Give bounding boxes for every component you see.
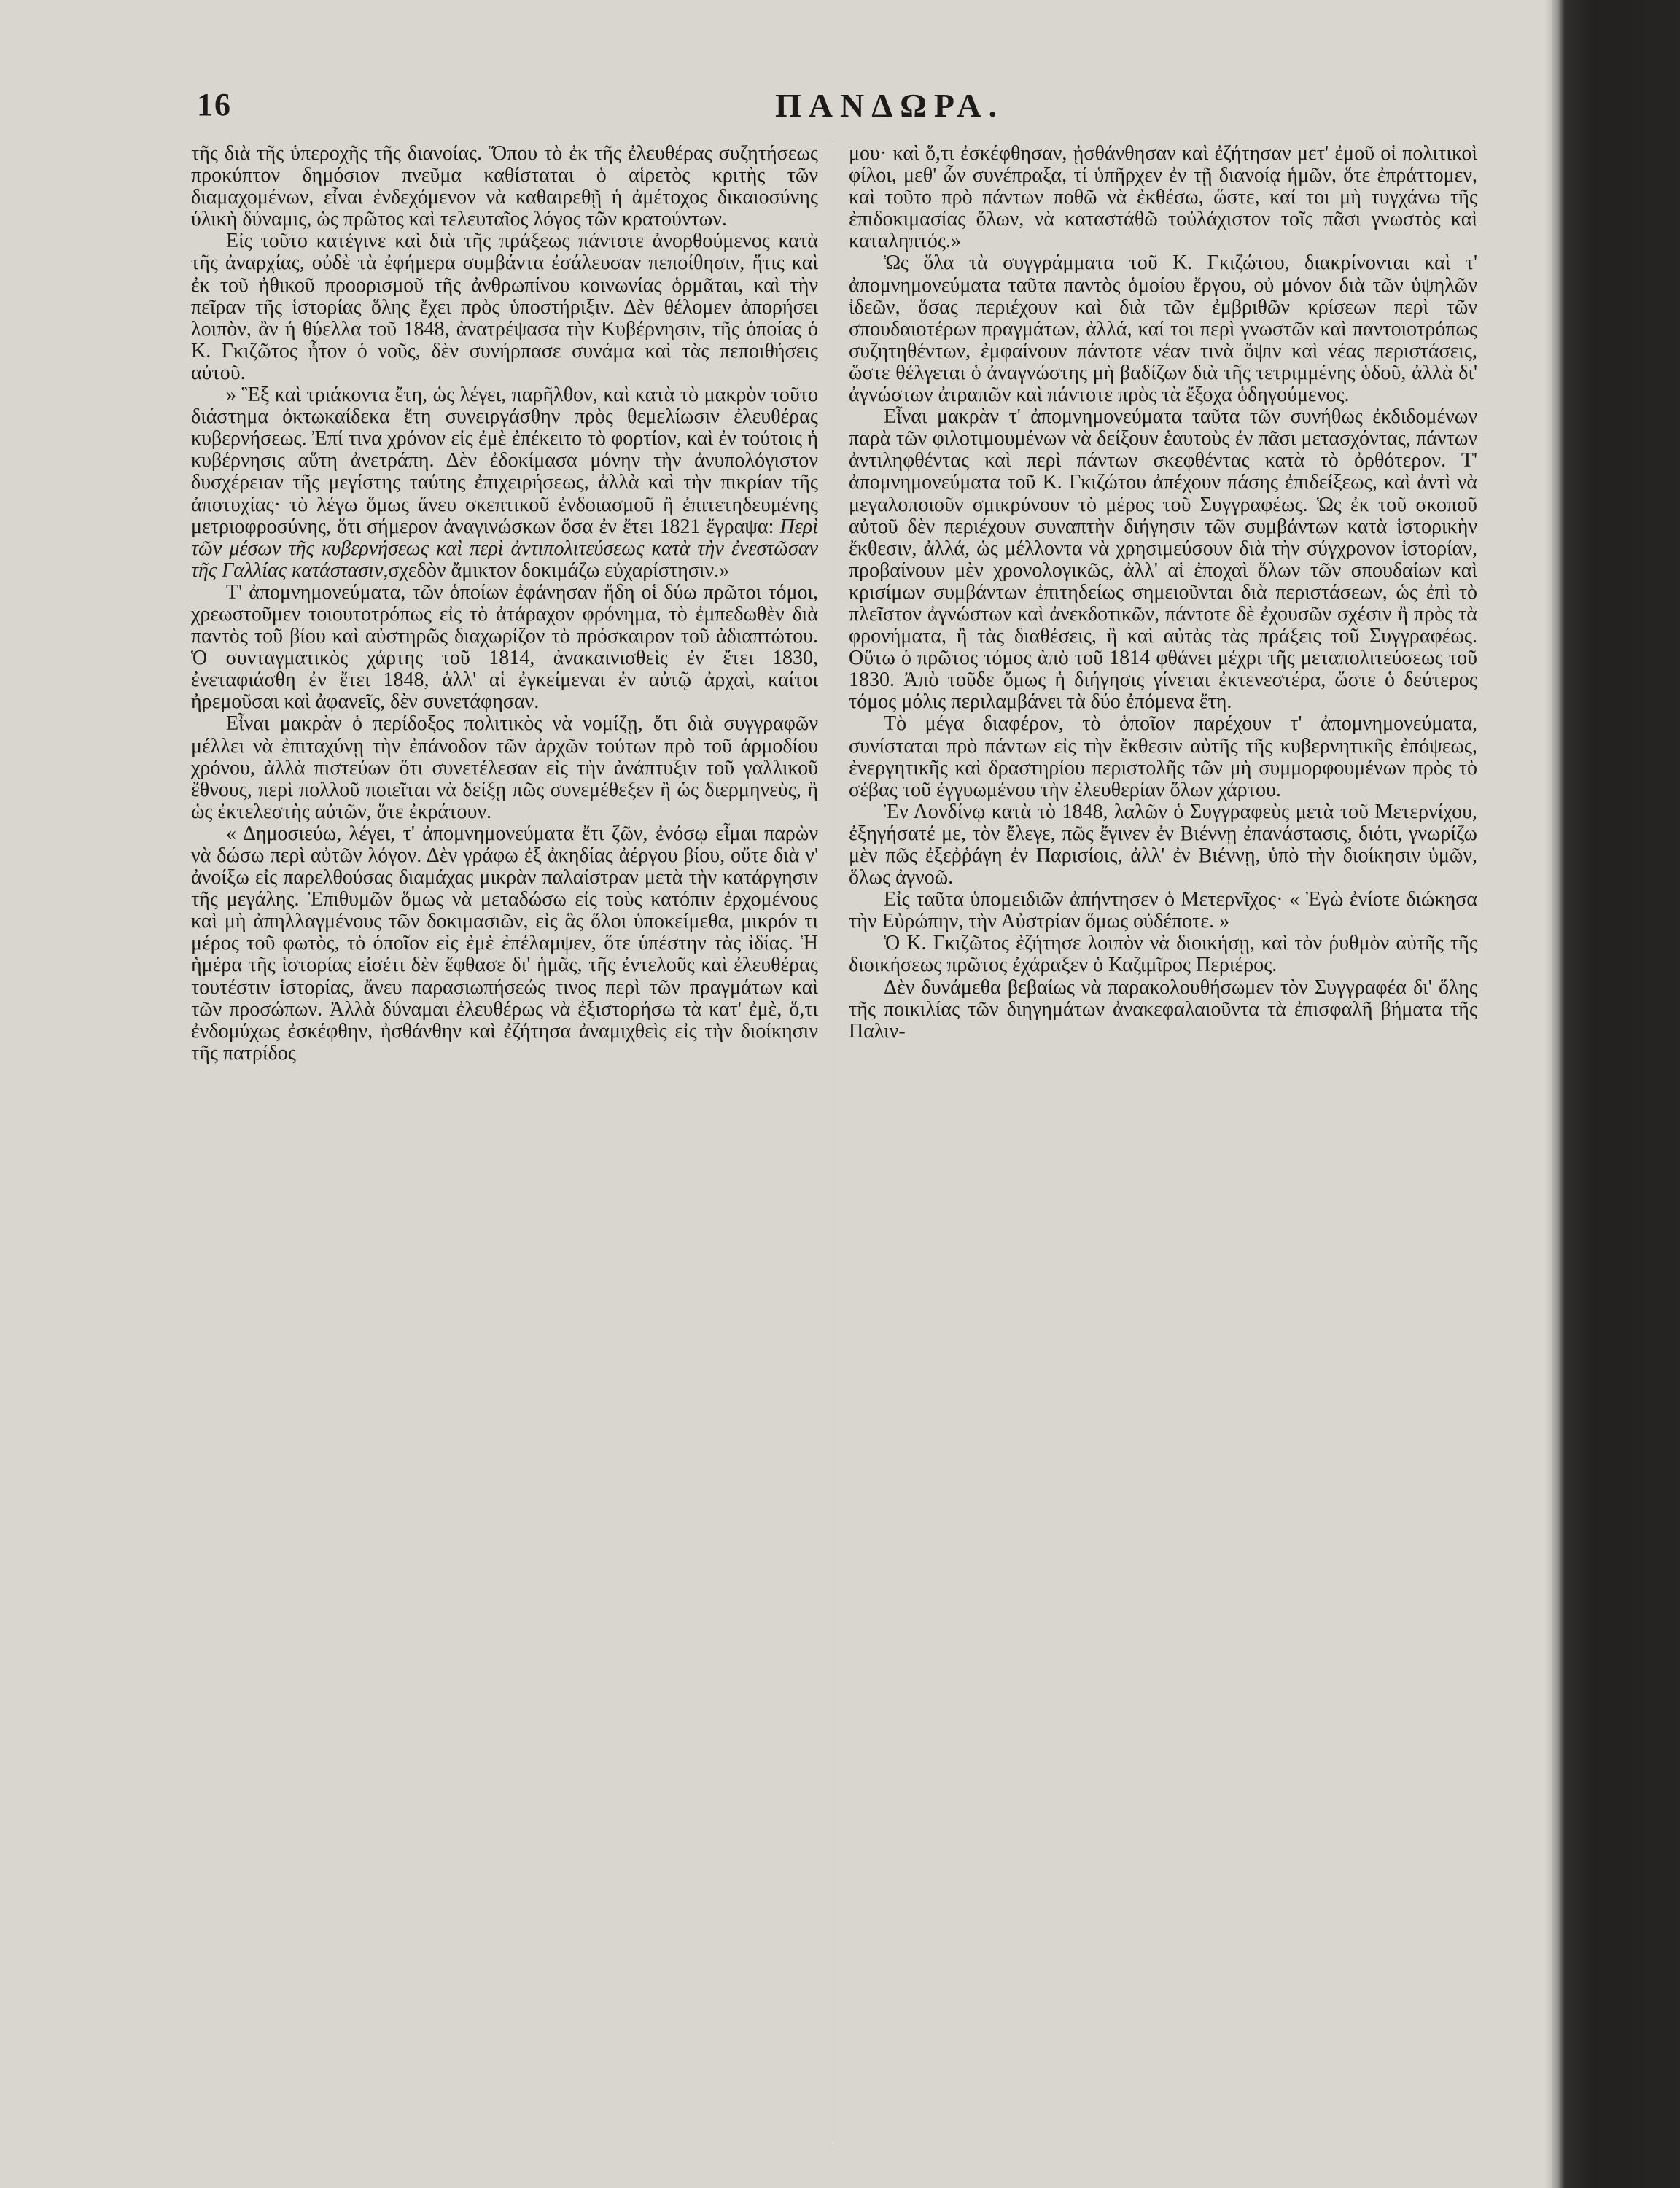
right-paragraph-7: Ὁ Κ. Γκιζῶτος ἐζήτησε λοιπὸν νὰ διοικήσῃ, καὶ τὸν ῥυθμὸν αὐτῆς τῆς διοικήσεως πρῶτος ἐχάραξεν ὁ Καζιμῖρος Περιέρος. bbox=[849, 932, 1477, 977]
right-paragraph-5: Ἐν Λονδίνῳ κατὰ τὸ 1848, λαλῶν ὁ Συγγραφεὺς μετὰ τοῦ Μετερνίχου, ἐξηγήσατέ με, τὸν ἔλεγε, πῶς ἔγινεν ἐν Βιέννῃ ἐπανάστασις, διότι, γνωρίζω μὲν πῶς ἐξεῤῥάγη ἐν Παρισίοις, ἀλλ' ἐν Βιέννῃ, ὑπὸ τὴν διοίκησιν ὑμῶν, ὅλως ἀγνοῶ. bbox=[849, 800, 1477, 889]
left-paragraph-6: « Δημοσιεύω, λέγει, τ' ἀπομνημονεύματα ἔτι ζῶν, ἐνόσῳ εἶμαι παρὼν νὰ δώσω περὶ αὐτῶν λόγον. Δὲν γράφω ἐξ ἀκηδίας ἀέργου βίου, οὔτε διὰ ν' ἀνοίξω εἰς παρελθούσας διαμάχας μικρὰν παλαίστραν μετὰ τὴν κατάργησιν τῆς μεγάλης. Ἐπιθυμῶν ὅμως νὰ μεταδώσω εἰς τοὺς κατόπιν ἐρχομένους καὶ μὴ ἀπηλλαγμένους τῶν δοκιμασιῶν, εἰς ἃς ὅλοι ὑποκείμεθα, μικρόν τι μέρος τοῦ φωτὸς, τὸ ὁποῖον εἰς ἐμὲ ἐπέλαμψεν, ὅτε ὑπέστην τὰς ἰδίας. Ἡ ἡμέρα τῆς ἱστορίας εἰσέτι δὲν ἔφθασε δι' ἡμᾶς, τῆς ἐντελοῦς καὶ ἐλευθέρας τουτέστιν ἱστορίας, ἄνευ παρασιωπήσεώς τινος περὶ τῶν πραγμάτων καὶ τῶν προσώπων. Ἀλλὰ δύναμαι ἐλευθέρως νὰ ἐξιστορήσω τὰ κατ' ἐμὲ, ὅ,τι ἐνδομύχως ἐσκέφθην, ἠσθάνθην καὶ ἐζήτησα ἀναμιχθεὶς εἰς τὴν διοίκησιν τῆς πατρίδος bbox=[191, 822, 818, 1064]
right-paragraph-8: Δὲν δυνάμεθα βεβαίως νὰ παρακολουθήσωμεν τὸν Συγγραφέα δι' ὅλης τῆς ποικιλίας τῶν διηγημάτων ἀνακεφαλαιοῦντα τὰ ἐπισφαλῆ βήματα τῆς Παλιν- bbox=[849, 976, 1477, 1043]
left-paragraph-5: Εἶναι μακρὰν ὁ περίδοξος πολιτικὸς νὰ νομίζῃ, ὅτι διὰ συγγραφῶν μέλλει νὰ ἐπιταχύνῃ τὴν ἐπάνοδον τῶν ἀρχῶν τούτων πρὸ τοῦ ἁρμοδίου χρόνου, ἀλλὰ πιστεύων ὅτι συνετέλεσαν εἰς τὴν ἀνάπτυξιν τοῦ γαλλικοῦ ἔθνους, περὶ πολλοῦ ποιεῖται νὰ δείξῃ πῶς συνεμέθεξεν ἢ ὡς διερμηνεὺς, ἢ ὡς ἐκτελεστὴς αὐτῶν, ὅτε ἐκράτουν. bbox=[191, 712, 818, 823]
left-paragraph-3-text: » Ἓξ καὶ τριάκοντα ἔτη, ὡς λέγει, παρῆλθον, καὶ κατὰ τὸ μακρὸν τοῦτο διάστημα ὀκτωκαίδεκα ἔτη συνειργάσθην πρὸς θεμελίωσιν ἐλευθέρας κυβερνήσεως. Ἐπί τινα χρόνον εἰς ἐμὲ ἐπέκειτο τὸ φορτίον, καὶ ἐν τούτοις ἡ κυβέρνησις αὕτη ἀνετράπη. Δὲν ἐδοκίμασα μόνην τὴν ἀνυπολόγιστον δυσχέρειαν τῆς μεγίστης ταύτης ἐπιχειρήσεως, ἀλλὰ καὶ τὴν πικρίαν τῆς ἀποτυχίας· τὸ λέγω ὅμως ἄνευ σκεπτικοῦ ἐνδοιασμοῦ ἢ ἐπιτετηδευμένης μετριοφροσύνης, ὅτι σήμερον ἀναγινώσκων ὅσα ἐν ἔτει 1821 ἔγραψα: bbox=[191, 384, 818, 538]
page-header bbox=[197, 86, 1509, 130]
right-paragraph-1: μου· καὶ ὅ,τι ἐσκέφθησαν, ᾐσθάνθησαν καὶ ἐζήτησαν μετ' ἐμοῦ οἱ πολιτικοὶ φίλοι, μεθ' ὧν συνέπραξα, τί ὑπῆρχεν ἐν τῇ διανοίᾳ ἡμῶν, ὅτε ἐπράττομεν, καὶ τοῦτο πρὸ πάντων ποθῶ νὰ ἐκθέσω, ὥστε, καί τοι μὴ τυγχάνω τῆς ἐπιδοκιμασίας ὅλων, νὰ καταστάθῶ τοὐλάχιστον τοῖς πᾶσι γνωστὸς καὶ καταληπτός.» bbox=[849, 142, 1477, 253]
left-paragraph-4: Τ' ἀπομνημονεύματα, τῶν ὁποίων ἐφάνησαν ἤδη οἱ δύω πρῶτοι τόμοι, χρεωστοῦμεν τοιουτοτρόπως εἰς τὸ ἀτάραχον φρόνημα, τὸ ἐμπεδωθὲν διὰ παντὸς τοῦ βίου καὶ αὐστηρῶς διαχωρίζον τὸ πρόσκαιρον τοῦ ἀδιαπτώτου. Ὁ συνταγματικὸς χάρτης τοῦ 1814, ἀνακαινισθεὶς ἐν ἔτει 1830, ἐνεταφιάσθη ἐν ἔτει 1848, ἀλλ' αἱ ἐγκείμεναι ἐν αὐτῷ ἀρχαὶ, καίτοι ἠρεμοῦσαι καὶ ἀφανεῖς, δὲν συνετάφησαν. bbox=[191, 580, 818, 714]
left-paragraph-2: Εἰς τοῦτο κατέγινε καὶ διὰ τῆς πράξεως πάντοτε ἀνορθούμενος κατὰ τῆς ἀναρχίας, οὐδὲ τὰ ἐφήμερα συμβάντα ἐσάλευσαν πεποίθησιν, ἥτις καὶ ἐκ τοῦ ἠθικοῦ προορισμοῦ τῆς ἀνθρωπίνου κοινωνίας ὁρμᾶται, καὶ τὴν πεῖραν τῆς ἱστορίας ὅλης ἔχει πρὸς ὑποστήριξιν. Δὲν θέλομεν ἀπορήσει λοιπὸν, ἂν ἡ θύελλα τοῦ 1848, ἀνατρέψασα τὴν Κυβέρνησιν, τῆς ὁποίας ὁ Κ. Γκιζῶτος ἦτον ὁ νοῦς, δὲν συνήρπασε συνάμα καὶ τὰς πεποιθήσεις αὐτοῦ. bbox=[191, 230, 818, 384]
running-title: ΠΑΝΔΩΡΑ. bbox=[775, 87, 1004, 124]
page-number: 16 bbox=[197, 87, 232, 122]
page-edge-shadow bbox=[1544, 0, 1552, 2188]
left-column bbox=[191, 143, 818, 1064]
left-paragraph-1: τῆς διὰ τῆς ὑπεροχῆς τῆς διανοίας. Ὅπου τὸ ἐκ τῆς ἐλευθέρας συζητήσεως προκύπτον δημόσιον πνεῦμα καθίσταται ὁ αἱρετὸς κριτὴς τῶν διαμαχομένων, εἶναι ἐνδεχόμενον νὰ καθαιρεθῇ ἡ ἀμέτοχος δικαιοσύνης ὑλικὴ δύναμις, ὡς πρῶτος καὶ τελευταῖος λόγος τῶν κρατούντων. bbox=[191, 142, 818, 231]
book-title-italic: Περὶ τῶν μέσων τῆς κυβερνήσεως καὶ περὶ ἀντιπολιτεύσεως κατὰ τὴν ἐνεστῶσαν τῆς Γαλλίας κατάστασιν, bbox=[191, 515, 819, 582]
left-paragraph-3-tail: σχεδὸν ἄμικτον δοκιμάζω εὐχαρίστησιν.» bbox=[388, 558, 730, 582]
right-paragraph-3: Εἶναι μακρὰν τ' ἀπομνημονεύματα ταῦτα τῶν συνήθως ἐκδιδομένων παρὰ τῶν φιλοτιμουμένων νὰ δείξουν ἑαυτοὺς ἐν πᾶσι μετασχόντας, πάντων ἀντιληφθέντας καὶ περὶ πάντων σκεφθέντας κατὰ τὸ ὀρθότερον. Τ' ἀπομνημονεύματα τοῦ Κ. Γκιζώτου ἀπέχουν πάσης ἐπιδείξεως, καὶ ἀντὶ νὰ μεγαλοποιοῦν σμικρύνουν τὸ μέρος τοῦ Συγγραφέως. Ὡς ἐκ τοῦ σκοποῦ αὐτοῦ δὲν περιέχουν συναπτὴν διήγησιν τῶν συμβάντων κατὰ ἱστορικὴν ἔκθεσιν, ἀλλά, ὡς μέλλοντα νὰ χρησιμεύσουν διὰ τὴν σύγχρονον ἱστορίαν, προβαίνουν μὲν χρονολογικῶς, ἀλλ' αἱ ἐποχαὶ ὅλων τῶν σπουδαίων καὶ κρισίμων συμβάντων ἐπιτηδείως σημειοῦνται διὰ περιστάσεων, ὡς ἐπὶ τὸ πλεῖστον ἀγνώστων καὶ ἀνεκδοτικῶν, πάντοτε δὲ ἐχουσῶν σχέσιν ἢ πρὸς τὰ φρονήματα, ἢ τὰς διαθέσεις, ἢ καὶ αὐτὰς τὰς πράξεις τοῦ Συγγραφέως. Οὕτω ὁ πρῶτος τόμος ἀπὸ τοῦ 1814 φθάνει μέχρι τῆς μεταπολιτεύσεως τοῦ 1830. Ἀπὸ τοῦδε ὅμως ἡ διήγησις γίνεται ἐκτενεστέρα, ὥστε ὁ δεύτερος τόμος μόλις περιλαμβάνει τὰ δύο ἐπόμενα ἔτη. bbox=[849, 405, 1477, 714]
book-binding-gutter bbox=[1552, 0, 1680, 2188]
right-paragraph-4: Τὸ μέγα διαφέρον, τὸ ὁποῖον παρέχουν τ' ἀπομνημονεύματα, συνίσταται πρὸ πάντων εἰς τὴν ἔκθεσιν αὐτῆς τῆς κυβερνητικῆς ἐπόψεως, ἐνεργητικῆς καὶ δραστηρίου περιστολῆς τῶν μὴ συμμορφουμένων πρὸς τὸ σέβας τοῦ ἐγγυωμένου τὴν ἐλευθερίαν ὅλων χάρτου. bbox=[849, 712, 1477, 801]
right-column bbox=[849, 143, 1477, 1043]
left-paragraph-3 bbox=[191, 384, 818, 582]
right-paragraph-6: Εἰς ταῦτα ὑπομειδιῶν ἀπήντησεν ὁ Μετερνῖχος· « Ἐγὼ ἐνίοτε διώκησα τὴν Εὐρώπην, τὴν Αὐστρίαν ὅμως οὐδέποτε. » bbox=[849, 888, 1477, 933]
right-paragraph-2: Ὡς ὅλα τὰ συγγράμματα τοῦ Κ. Γκιζώτου, διακρίνονται καὶ τ' ἀπομνημονεύματα ταῦτα παντὸς ὁμοίου ἔργου, οὐ μόνον διὰ τῶν ὑψηλῶν ἰδεῶν, ὅσας περιέχουν καὶ διὰ τῶν ἐμβριθῶν κρίσεων περὶ τῶν σπουδαιοτέρων πραγμάτων, ἀλλά, καί τοι περὶ γνωστῶν καὶ παντοιοτρόπως συζητηθέντων, ἐμφαίνουν πάντοτε νέαν τινὰ ὄψιν καὶ νέας περιστάσεις, ὥστε θέλγεται ὁ ἀναγνώστης μὴ βαδίζων διὰ τῆς τετριμμένης ὁδοῦ, ἀλλὰ δι' ἀγνώστων ἀτραπῶν καὶ πάντοτε πρὸς τὰ ἔξοχα ὁδηγούμενος. bbox=[849, 252, 1477, 407]
